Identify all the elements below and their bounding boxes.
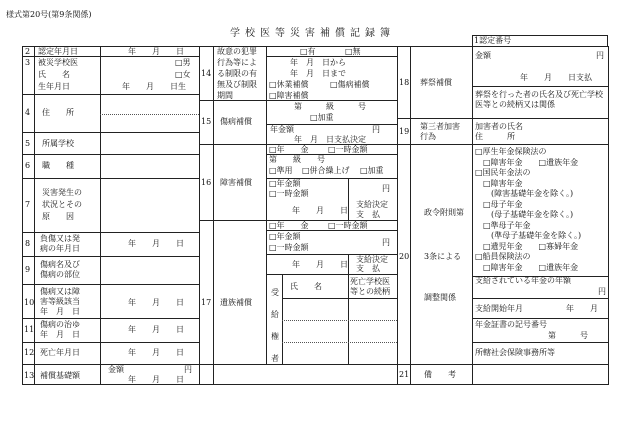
beneficiary-v2: 給 — [271, 310, 279, 319]
row-7-number: 7 — [25, 200, 31, 209]
row-16-grade: 第 級 号 — [269, 155, 325, 164]
row-19-label-1: 第三者加害 — [420, 122, 460, 131]
row-11-value: 年 月 日 — [128, 325, 184, 334]
row-15-grade: 第 級 号 — [294, 102, 366, 111]
female-checkbox[interactable]: □女 — [175, 70, 191, 79]
right-start — [397, 46, 398, 385]
row-17-pension-amount-checkbox[interactable]: □年金額 — [269, 232, 301, 241]
restriction-yes-checkbox[interactable]: □有 — [300, 47, 316, 56]
row-17-date: 年 月 日 — [292, 260, 348, 269]
row-13-date: 年 月 日 — [128, 375, 184, 384]
row-20-label-2: 3条による — [424, 252, 462, 261]
row-3-label-2: 氏 名 — [38, 70, 70, 79]
adjustment-item[interactable]: □準母子年金 — [475, 220, 531, 230]
row-16-lump-amount-checkbox[interactable]: □一時金額 — [269, 189, 309, 198]
form-number: 様式第20号(第9条関係) — [6, 10, 92, 19]
adjustment-item[interactable]: □障害年金 □遺族年金 — [475, 157, 579, 167]
row-17-yen: 円 — [382, 238, 390, 247]
row-16-pension-checkbox[interactable]: □年 金 — [269, 145, 309, 154]
row-18-amount-label: 金額 — [475, 51, 491, 60]
row-13-label: 補償基礎額 — [40, 371, 80, 380]
row-16-add-checkbox[interactable]: □加重 — [360, 166, 384, 175]
row-8-number: 8 — [25, 239, 31, 248]
row-16-prep-checkbox[interactable]: □準用 — [269, 166, 293, 175]
beneficiary-relation-1: 死亡学校医 — [350, 277, 390, 286]
row-18-note-1: 葬祭を行った者の氏名及び死亡学校 — [475, 90, 603, 99]
leave-comp-checkbox[interactable]: □休業補償 — [269, 80, 309, 89]
row-13-yen: 円 — [184, 365, 192, 374]
row-15-number: 15 — [201, 117, 212, 126]
row-8-value: 年 月 日 — [128, 239, 184, 248]
middle-num-col — [213, 46, 214, 385]
certificate-number: 第 号 — [548, 331, 588, 340]
row-8-label-1: 負傷又は発 — [40, 234, 80, 243]
row-18-number: 18 — [399, 78, 410, 87]
row-9-label-1: 傷病名及び — [40, 260, 80, 269]
page-title: 学校医等災害補償記録簿 — [230, 28, 395, 39]
row-18-date: 年 月 日支払 — [520, 73, 592, 82]
row-6-label: 職 種 — [42, 161, 74, 170]
restriction-to: 年 月 日まで — [290, 69, 346, 78]
row-11-number: 11 — [24, 325, 35, 334]
adjustment-item[interactable]: □障害年金 □遺族年金 — [475, 262, 579, 272]
row-14-label-4: 無及び制限 — [217, 80, 257, 89]
row-21-number: 21 — [399, 370, 410, 379]
row-3-label-3: 生年月日 — [38, 82, 70, 91]
row-2-label: 認定年月日 — [38, 47, 78, 56]
adjustment-item[interactable]: □母子年金 — [475, 199, 523, 209]
social-insurance-office: 所轄社会保険事務所等 — [475, 348, 555, 357]
row-15-add-checkbox[interactable]: □加重 — [310, 113, 334, 122]
row-15-label: 傷病補償 — [220, 117, 252, 126]
adjustment-item[interactable]: □障害年金 — [475, 178, 523, 188]
row-12-value: 年 月 日 — [128, 348, 184, 357]
row-2-value: 年 月 日 — [128, 47, 184, 56]
row-17-label: 遺族補償 — [220, 298, 252, 307]
row-16-yen: 円 — [382, 184, 390, 193]
row-16-payment: 支 払 — [356, 210, 380, 219]
certificate-label: 年金証書の記号番号 — [475, 320, 547, 329]
right-num-col — [410, 46, 411, 385]
row-17-pension-checkbox[interactable]: □年 金 — [269, 221, 309, 230]
row-5-number: 5 — [25, 139, 31, 148]
row-16-lump-checkbox[interactable]: □一時金額 — [328, 145, 368, 154]
row-21-label: 備 考 — [424, 370, 456, 379]
row-10-value: 年 月 日 — [128, 298, 184, 307]
row-16-label: 障害補償 — [220, 178, 252, 187]
beneficiary-v1: 受 — [271, 288, 279, 297]
row-15-amount-label: 年金額 — [270, 125, 294, 134]
row-17-payment: 支 払 — [356, 264, 380, 273]
start-month-label: 支給開始年月 — [475, 304, 523, 313]
row-19-label-2: 行為 — [420, 132, 436, 141]
row-3-label-1: 被災学校医 — [38, 58, 78, 67]
row-16-mixed-checkbox[interactable]: □併合繰上げ — [302, 166, 350, 175]
row-2-number: 2 — [25, 47, 31, 56]
row-16-date: 年 月 日 — [292, 206, 348, 215]
row-19-number: 19 — [399, 127, 410, 136]
row-11-label-2: 年 月 日 — [40, 330, 80, 339]
row-17-number: 17 — [201, 298, 212, 307]
paid-annual-yen: 円 — [598, 287, 606, 296]
row-10-label-1: 傷病又は障 — [40, 287, 80, 296]
start-month-value: 年 月 — [566, 304, 598, 313]
row-17-lump-checkbox[interactable]: □一時金額 — [328, 221, 368, 230]
left-label-col — [100, 46, 101, 385]
row-18-note-2: 医等との続柄又は関係 — [475, 100, 555, 109]
row-4-number: 4 — [25, 108, 31, 117]
row-10-number: 10 — [24, 298, 35, 307]
row-10-label-3: 年 月 日 — [40, 307, 80, 316]
beneficiary-v3: 権 — [271, 332, 279, 341]
row-15-yen: 円 — [372, 125, 380, 134]
row-18-yen: 円 — [596, 51, 604, 60]
recognition-number-label: 1認定番号 — [474, 36, 512, 45]
beneficiary-relation-2: 等との続柄 — [350, 287, 390, 296]
row-19-address: 住 所 — [475, 132, 515, 141]
paid-annual-label: 支給されている年金の年額 — [475, 276, 571, 285]
row-19-name: 加害者の氏名 — [475, 122, 523, 131]
row-5-label: 所属学校 — [42, 139, 74, 148]
row-18-label: 葬祭補償 — [420, 78, 452, 87]
row-11-label-1: 傷病の治ゆ — [40, 320, 80, 329]
row-10-label-2: 害等級該当 — [40, 297, 80, 306]
beneficiary-v4: 者 — [271, 354, 279, 363]
adjustment-item: (母子基礎年金を除く。) — [475, 210, 574, 219]
row-14-number: 14 — [201, 69, 212, 78]
row-15-date: 年 月 日支払決定 — [294, 135, 366, 144]
right-label-col — [472, 46, 473, 385]
male-checkbox[interactable]: □男 — [175, 58, 191, 67]
row-12-number: 12 — [24, 348, 35, 357]
row-8-label-2: 病の年月日 — [40, 244, 80, 253]
row-20-number: 20 — [399, 252, 410, 261]
adjustment-item: (障害基礎年金を除く。) — [475, 189, 574, 198]
row-13-amount-label: 金額 — [108, 365, 124, 374]
disability-comp-checkbox[interactable]: □障害補償 — [269, 91, 309, 100]
adjustment-item[interactable]: □遺児年金 □寡婦年金 — [475, 241, 579, 251]
row-14-label-5: 期間 — [217, 91, 233, 100]
row-14-label-2: 行為等によ — [217, 58, 257, 67]
beneficiary-name-header: 氏 名 — [290, 282, 322, 291]
adjustment-item: (準母子基礎年金を除く。) — [475, 231, 582, 240]
row-16-pension-amount-checkbox[interactable]: □年金額 — [269, 179, 301, 188]
row-12-label: 死亡年月日 — [40, 348, 80, 357]
row-6-number: 6 — [25, 161, 31, 170]
row-9-number: 9 — [25, 265, 31, 274]
row-7-label-1: 災害発生の — [42, 188, 82, 197]
row-20-label-3: 調整関係 — [424, 293, 456, 302]
adjustment-item[interactable]: □厚生年金保険法の — [475, 147, 547, 156]
injury-comp-checkbox[interactable]: □傷病補償 — [330, 80, 370, 89]
row-3-number: 3 — [25, 58, 31, 67]
restriction-from: 年 月 日から — [290, 58, 346, 67]
row-9-label-2: 傷病の部位 — [40, 270, 80, 279]
adjustment-item[interactable]: □国民年金法の — [475, 168, 531, 177]
row-14-label-3: る制限の有 — [217, 69, 257, 78]
row-3-birthdate: 年 月 日生 — [122, 82, 186, 91]
row-16-decision: 支給決定 — [356, 200, 388, 209]
row-4-label: 住 所 — [42, 108, 74, 117]
row-13-number: 13 — [24, 371, 35, 380]
row-17-lump-amount-checkbox[interactable]: □一時金額 — [269, 243, 309, 252]
row-17-decision: 支給決定 — [356, 255, 388, 264]
middle-label-col — [266, 46, 267, 364]
row-14-label-1: 故意の犯罪 — [217, 47, 257, 56]
row-16-number: 16 — [201, 178, 212, 187]
row-7-label-2: 状況とその — [42, 200, 82, 209]
row-20-label-1: 政令附則第 — [424, 208, 464, 217]
restriction-no-checkbox[interactable]: □無 — [345, 47, 361, 56]
row-7-label-3: 原 因 — [42, 212, 74, 221]
middle-start — [199, 46, 200, 385]
adjustment-item[interactable]: □船員保険法の — [475, 252, 531, 261]
